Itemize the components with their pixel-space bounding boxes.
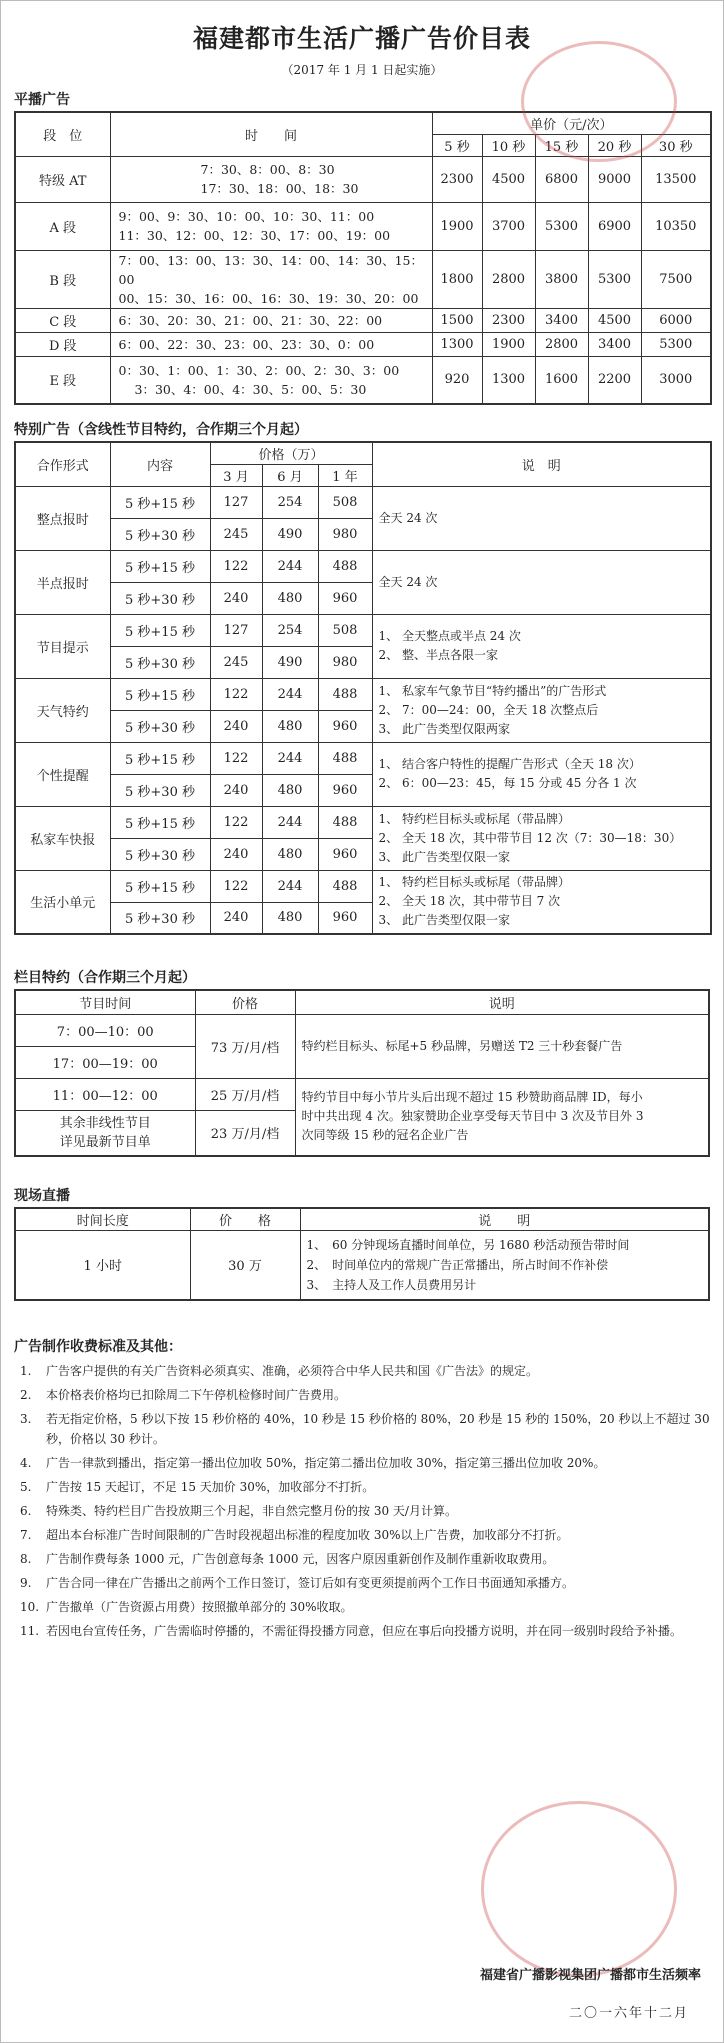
page-title: 福建都市生活广播广告价目表 [192, 24, 531, 53]
price-cell: 488 [318, 678, 372, 710]
content-cell: 5 秒+15 秒 [110, 486, 210, 518]
table-row [15, 550, 711, 582]
price-cell: 2800 [482, 250, 535, 308]
price-cell: 240 [210, 582, 262, 614]
price-cell: 5300 [588, 250, 641, 308]
price-cell: 244 [262, 806, 318, 838]
fee-item [14, 1573, 710, 1593]
time-cell [110, 202, 432, 250]
table-row [15, 742, 711, 774]
price-cell: 245 [210, 646, 262, 678]
note-cell [300, 1230, 709, 1300]
price-cell: 10350 [641, 202, 711, 250]
price-cell: 480 [262, 774, 318, 806]
price-cell: 6900 [588, 202, 641, 250]
price-cell: 1300 [432, 332, 482, 356]
fee-list [14, 1361, 710, 1641]
header-duration: 15 秒 [535, 134, 588, 156]
note-line: 2、 全天 18 次，其中带节目 12 次（7：30—18：30） [378, 830, 682, 845]
note-line: 1、 全天整点或半点 24 次 [378, 629, 521, 643]
price-cell: 122 [210, 742, 262, 774]
price-cell: 488 [318, 550, 372, 582]
price-cell: 1300 [482, 356, 535, 404]
content-cell: 5 秒+30 秒 [110, 774, 210, 806]
program-time-line: 其余非线性节目 [59, 1115, 151, 1131]
content-cell: 5 秒+30 秒 [110, 902, 210, 934]
time-line: 3：30、4：00、4：30、5：00、5：30 [134, 381, 367, 397]
price-cell: 508 [318, 614, 372, 646]
section-title-live: 现场直播 [14, 1188, 70, 1204]
note-line: 特约节目中每小节片头后出现不超过 15 秒赞助商品牌 ID，每小 [301, 1090, 643, 1105]
price-cell: 254 [262, 614, 318, 646]
fee-item-text: 若无指定价格，5 秒以下按 15 秒价格的 40%，10 秒是 15 秒价格的 80%，20 秒是 15 秒的 150%，20 秒以上不超过 30 秒，价格以 30 秒计。 [46, 1412, 710, 1446]
program-time-cell: 7：00—10：00 [15, 1014, 195, 1046]
live-broadcast-table [14, 1207, 710, 1301]
fee-item-text: 广告制作费每条 1000 元，广告创意每条 1000 元，因客户原因重新创作及制作重新收取费用。 [46, 1552, 555, 1566]
fee-item-text: 广告客户提供的有关广告资料必须真实、准确，必须符合中华人民共和国《广告法》的规定。 [46, 1364, 539, 1378]
price-cell: 980 [318, 518, 372, 550]
header-duration: 30 秒 [641, 134, 711, 156]
column-sponsor-table [14, 989, 710, 1157]
note-line: 1、 特约栏目标头或标尾（带品牌） [378, 811, 570, 826]
price-cell: 3400 [535, 308, 588, 332]
price-cell: 480 [262, 710, 318, 742]
header-period: 6 月 [262, 464, 318, 486]
header-unit-price: 单价（元/次） [432, 112, 711, 134]
fee-item-text: 特殊类、特约栏目广告投放期三个月起，非自然完整月份的按 30 天/月计算。 [46, 1504, 457, 1518]
price-cell: 13500 [641, 156, 711, 202]
length-cell: 1 小时 [15, 1230, 190, 1300]
time-line: 7：00、13：00、13：30、14：00、14：30、15：00 [118, 252, 424, 287]
time-line: 7：30、8：00、8：30 [200, 162, 335, 177]
price-cell: 127 [210, 486, 262, 518]
price-cell: 4500 [588, 308, 641, 332]
content-cell: 5 秒+30 秒 [110, 582, 210, 614]
note-line: 1、 结合客户特性的提醒广告形式（全天 18 次） [378, 757, 641, 771]
price-cell: 7500 [641, 250, 711, 308]
fee-item-number: 8. [20, 1552, 32, 1566]
content-cell: 5 秒+15 秒 [110, 742, 210, 774]
header-program-time: 节目时间 [15, 990, 195, 1014]
price-cell: 2200 [588, 356, 641, 404]
table-row [15, 332, 711, 356]
price-cell: 508 [318, 486, 372, 518]
price-cell: 960 [318, 838, 372, 870]
note-line: 1、 特约栏目标头或标尾（带品牌） [378, 875, 570, 890]
header-note: 说 明 [300, 1208, 709, 1230]
table-row [15, 486, 711, 518]
price-cell: 488 [318, 806, 372, 838]
content-cell: 5 秒+15 秒 [110, 678, 210, 710]
fee-item [14, 1525, 710, 1545]
program-time-cell: 11：00—12：00 [15, 1078, 195, 1110]
form-cell: 生活小单元 [15, 870, 110, 934]
price-cell: 960 [318, 710, 372, 742]
program-time-cell: 17：00—19：00 [15, 1046, 195, 1078]
time-line: 00、15：30、16：00、16：30、19：30、20：00 [118, 290, 419, 306]
content-cell: 5 秒+15 秒 [110, 550, 210, 582]
header-price: 价格（万） [210, 442, 372, 464]
header-duration: 20 秒 [588, 134, 641, 156]
page-subtitle: （2017 年 1 月 1 日起实施） [281, 63, 443, 77]
fee-item-text: 超出本台标准广告时间限制的广告时段视超出标准的程度加收 30%以上广告费，加收部分不打折。 [46, 1528, 569, 1542]
fee-item-number: 5. [20, 1480, 32, 1494]
price-cell: 1600 [535, 356, 588, 404]
note-line: 2、 整、半点各限一家 [378, 648, 498, 662]
program-time-line: 详见最新节目单 [59, 1134, 151, 1150]
price-cell: 3700 [482, 202, 535, 250]
price-cell: 240 [210, 774, 262, 806]
fee-item-number: 6. [20, 1504, 32, 1518]
header-duration: 5 秒 [432, 134, 482, 156]
section-title-regular: 平播广告 [14, 92, 70, 108]
table-row [15, 156, 711, 202]
price-cell: 254 [262, 486, 318, 518]
price-cell: 240 [210, 838, 262, 870]
fee-item-text: 本价格表价格均已扣除周二下午停机检修时间广告费用。 [46, 1388, 347, 1402]
price-cell: 960 [318, 582, 372, 614]
price-cell: 30 万 [190, 1230, 300, 1300]
fee-item [14, 1501, 710, 1521]
price-cell: 1500 [432, 308, 482, 332]
price-cell: 245 [210, 518, 262, 550]
note-cell [372, 870, 711, 934]
note-cell [372, 678, 711, 742]
note-cell [372, 614, 711, 678]
price-cell: 73 万/月/档 [195, 1014, 295, 1078]
issuer: 福建省广播影视集团广播都市生活频率 [479, 1968, 701, 1983]
segment-cell: D 段 [15, 332, 110, 356]
fee-item-number: 7. [20, 1528, 32, 1542]
price-cell: 122 [210, 550, 262, 582]
price-cell: 2800 [535, 332, 588, 356]
fee-item-number: 2. [20, 1388, 32, 1402]
price-cell: 490 [262, 646, 318, 678]
header-form: 合作形式 [15, 442, 110, 486]
content-cell: 5 秒+30 秒 [110, 838, 210, 870]
note-line: 3、 此广告类型仅限一家 [378, 849, 510, 864]
price-cell: 480 [262, 902, 318, 934]
fee-item [14, 1361, 710, 1381]
time-cell: 6：00、22：30、23：00、23：30、0：00 [110, 332, 432, 356]
price-cell: 2300 [482, 308, 535, 332]
table-row [15, 308, 711, 332]
note-line: 2、 全天 18 次，其中带节目 7 次 [378, 894, 561, 909]
fee-item-text: 若因电台宣传任务，广告需临时停播的，不需征得投播方同意，但应在事后向投播方说明，并在同一级别时段给予补播。 [46, 1624, 683, 1638]
section-title-column: 栏目特约（合作期三个月起） [14, 970, 196, 986]
table-row [15, 250, 711, 308]
price-cell: 2300 [432, 156, 482, 202]
note-line: 全天 24 次 [378, 574, 438, 589]
header-segment: 段 位 [15, 112, 110, 156]
header-note: 说明 [295, 990, 709, 1014]
content-cell: 5 秒+15 秒 [110, 870, 210, 902]
price-cell: 25 万/月/档 [195, 1078, 295, 1110]
fee-item-number: 9. [20, 1576, 32, 1590]
table-row [15, 806, 711, 838]
price-cell: 127 [210, 614, 262, 646]
fee-item-number: 11. [20, 1624, 40, 1638]
time-line: 9：00、9：30、10：00、10：30、11：00 [118, 209, 375, 224]
fee-item [14, 1477, 710, 1497]
time-cell: 6：30、20：30、21：00、21：30、22：00 [110, 308, 432, 332]
fee-item [14, 1621, 710, 1641]
price-cell: 240 [210, 710, 262, 742]
note-line: 3、 主持人及工作人员费用另计 [306, 1277, 477, 1292]
table-row [15, 202, 711, 250]
price-cell: 1900 [482, 332, 535, 356]
header-content: 内容 [110, 442, 210, 486]
header-duration: 10 秒 [482, 134, 535, 156]
price-cell: 244 [262, 550, 318, 582]
header-price: 价格 [195, 990, 295, 1014]
form-cell: 私家车快报 [15, 806, 110, 870]
fee-item-number: 3. [20, 1412, 32, 1426]
content-cell: 5 秒+30 秒 [110, 710, 210, 742]
note-line: 2、 7：00—24：00，全天 18 次整点后 [378, 702, 599, 717]
fee-item-number: 10. [20, 1600, 40, 1614]
note-cell [372, 550, 711, 614]
note-line: 1、 60 分钟现场直播时间单位，另 1680 秒活动预告带时间 [306, 1237, 630, 1252]
price-cell: 480 [262, 582, 318, 614]
header-price: 价 格 [190, 1208, 300, 1230]
fee-item-text: 广告一律款到播出，指定第一播出位加收 50%，指定第二播出位加收 30%，指定第三播出位加收 20%。 [46, 1456, 606, 1470]
issue-date: 二〇一六年十二月 [568, 2006, 689, 2021]
segment-cell: E 段 [15, 356, 110, 404]
note-line: 时中共出现 4 次。独家赞助企业享受每天节目中 3 次及节目外 3 [301, 1109, 644, 1124]
fee-item [14, 1549, 710, 1569]
fee-item [14, 1385, 710, 1405]
price-cell: 6800 [535, 156, 588, 202]
price-cell: 5300 [641, 332, 711, 356]
price-cell: 480 [262, 838, 318, 870]
note-line: 1、 私家车气象节目“特约播出”的广告形式 [378, 683, 607, 698]
form-cell: 整点报时 [15, 486, 110, 550]
segment-cell: B 段 [15, 250, 110, 308]
price-cell: 960 [318, 774, 372, 806]
segment-cell: A 段 [15, 202, 110, 250]
fee-item-number: 4. [20, 1456, 32, 1470]
price-cell: 3800 [535, 250, 588, 308]
price-cell: 5300 [535, 202, 588, 250]
price-cell: 488 [318, 870, 372, 902]
fee-item [14, 1453, 710, 1473]
header-period: 1 年 [318, 464, 372, 486]
note-cell [372, 486, 711, 550]
header-duration-length: 时间长度 [15, 1208, 190, 1230]
fee-item-number: 1. [20, 1364, 32, 1378]
price-cell: 244 [262, 678, 318, 710]
price-cell: 9000 [588, 156, 641, 202]
price-cell: 980 [318, 646, 372, 678]
red-seal-top [521, 41, 677, 162]
price-cell: 240 [210, 902, 262, 934]
time-line: 0：30、1：00、1：30、2：00、2：30、3：00 [118, 362, 400, 378]
note-line: 2、 6：00—23：45，每 15 分或 45 分各 1 次 [378, 776, 637, 790]
content-cell: 5 秒+30 秒 [110, 646, 210, 678]
time-cell [110, 356, 432, 404]
form-cell: 节目提示 [15, 614, 110, 678]
price-cell: 3400 [588, 332, 641, 356]
fee-item-text: 广告撤单（广告资源占用费）按照撤单部分的 30%收取。 [46, 1600, 353, 1614]
header-note: 说 明 [372, 442, 711, 486]
time-line: 11：30、12：00、12：30、17：00、19：00 [118, 228, 391, 243]
fee-item-text: 广告按 15 天起订，不足 15 天加价 30%，加收部分不打折。 [46, 1480, 375, 1494]
segment-cell: 特级 AT [15, 156, 110, 202]
note-cell [372, 742, 711, 806]
price-cell: 4500 [482, 156, 535, 202]
time-cell [110, 156, 432, 202]
time-cell [110, 250, 432, 308]
segment-cell: C 段 [15, 308, 110, 332]
form-cell: 个性提醒 [15, 742, 110, 806]
note-cell [372, 806, 711, 870]
program-time-cell [15, 1110, 195, 1156]
price-cell: 122 [210, 678, 262, 710]
price-cell: 122 [210, 870, 262, 902]
note-line: 次同等级 15 秒的冠名企业广告 [301, 1128, 469, 1143]
table-row [15, 678, 711, 710]
price-cell: 488 [318, 742, 372, 774]
fee-standards [14, 1335, 710, 1641]
table-row [15, 356, 711, 404]
price-cell: 960 [318, 902, 372, 934]
content-cell: 5 秒+15 秒 [110, 806, 210, 838]
price-cell: 6000 [641, 308, 711, 332]
content-cell: 5 秒+15 秒 [110, 614, 210, 646]
header-time: 时 间 [110, 112, 432, 156]
fee-standards-title: 广告制作收费标准及其他： [14, 1339, 182, 1355]
note-cell: 特约栏目标头、标尾+5 秒品牌，另赠送 T2 三十秒套餐广告 [295, 1014, 709, 1078]
table-row [15, 870, 711, 902]
note-cell [295, 1078, 709, 1156]
note-line: 3、 此广告类型仅限两家 [378, 721, 510, 736]
content-cell: 5 秒+30 秒 [110, 518, 210, 550]
time-line: 17：30、18：00、18：30 [200, 181, 359, 196]
price-cell: 1800 [432, 250, 482, 308]
fee-item [14, 1597, 710, 1617]
price-cell: 920 [432, 356, 482, 404]
price-cell: 3000 [641, 356, 711, 404]
form-cell: 半点报时 [15, 550, 110, 614]
header-period: 3 月 [210, 464, 262, 486]
special-ads-table [14, 441, 712, 935]
red-seal-bottom [481, 1801, 677, 1977]
fee-item [14, 1409, 710, 1449]
price-cell: 23 万/月/档 [195, 1110, 295, 1156]
price-cell: 122 [210, 806, 262, 838]
note-line: 全天 24 次 [378, 510, 438, 525]
price-cell: 244 [262, 870, 318, 902]
fee-item-text: 广告合同一律在广告播出之前两个工作日签订，签订后如有变更须提前两个工作日书面通知承播方。 [46, 1576, 575, 1590]
section-title-special: 特别广告（含线性节目特约，合作期三个月起） [14, 422, 308, 438]
price-cell: 244 [262, 742, 318, 774]
price-cell: 490 [262, 518, 318, 550]
form-cell: 天气特约 [15, 678, 110, 742]
note-line: 2、 时间单位内的常规广告正常播出，所占时间不作补偿 [306, 1257, 609, 1272]
price-cell: 1900 [432, 202, 482, 250]
note-line: 3、 此广告类型仅限一家 [378, 913, 510, 928]
table-row [15, 614, 711, 646]
